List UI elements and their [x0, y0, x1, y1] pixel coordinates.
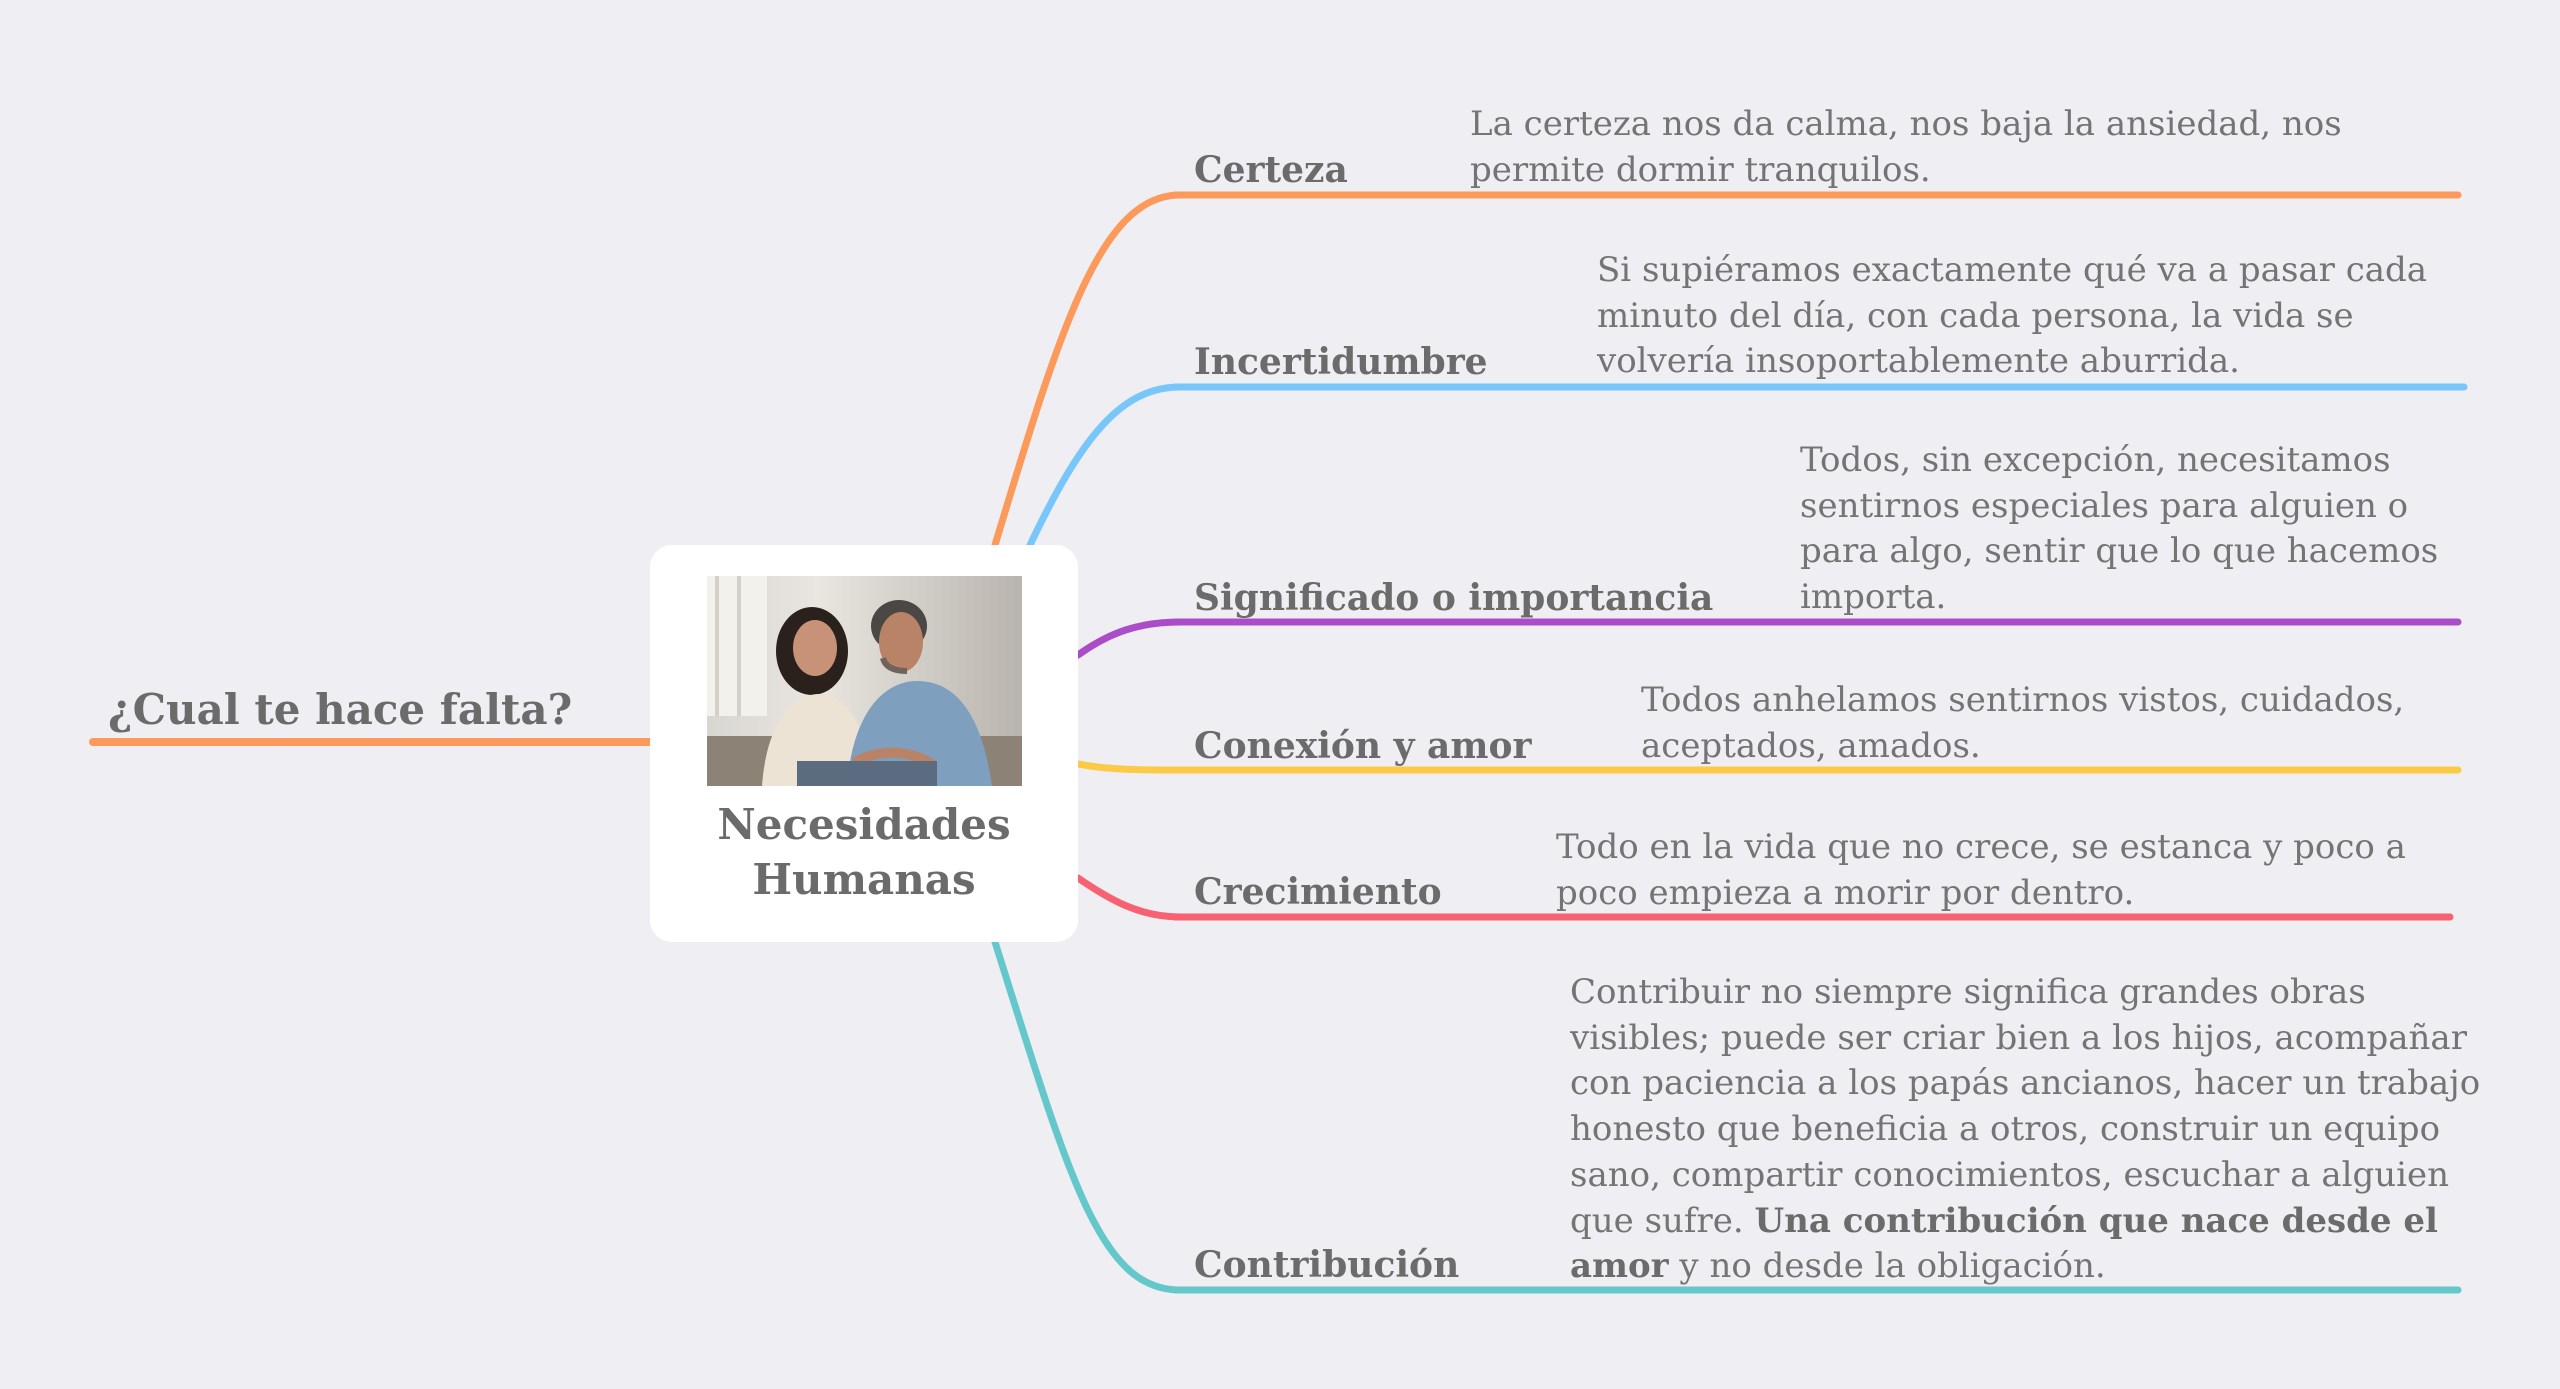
outer-topic-label[interactable]: ¿Cual te hace falta?: [108, 685, 573, 734]
description-line: Si supiéramos exactamente qué va a pasar cada: [1597, 250, 2428, 290]
description-line: sentirnos especiales para alguien o: [1800, 485, 2409, 526]
description-line: permite dormir tranquilos.: [1470, 149, 1931, 190]
branch-title-contribucion[interactable]: Contribución: [1194, 1244, 1460, 1286]
description-line: honesto que beneficia a otros, construir un equipo: [1570, 1109, 2441, 1150]
description-line: minuto del día, con cada persona, la vida se: [1597, 295, 2354, 336]
branch-connector-crecimiento: [1078, 878, 1180, 917]
description-line: [1570, 1199, 2480, 1245]
branch-title-certeza[interactable]: Certeza: [1194, 149, 1348, 191]
central-topic-title: Necesidades Humanas: [717, 800, 1011, 904]
central-topic-card[interactable]: [650, 545, 1078, 942]
branch-description-significado: [1800, 438, 2438, 621]
couple-photo: [707, 576, 1022, 786]
description-line: Todos, sin excepción, necesitamos: [1800, 440, 2391, 480]
description-line: para algo, sentir que lo que hacemos: [1800, 531, 2439, 572]
description-emphasis: Una contribución que nace desde el: [1754, 1200, 2438, 1241]
description-text: y no desde la obligación.: [1679, 1246, 2106, 1287]
branch-description-incertidumbre: [1597, 248, 2427, 385]
description-line: poco empieza a morir por dentro.: [1556, 872, 2135, 913]
description-line: aceptados, amados.: [1641, 725, 1981, 766]
description-line: Contribuir no siempre significa grandes obras: [1570, 972, 2366, 1012]
description-emphasis: amor: [1570, 1246, 1669, 1287]
branch-title-conexion[interactable]: Conexión y amor: [1194, 725, 1532, 767]
branch-title-crecimiento[interactable]: Crecimiento: [1194, 871, 1442, 913]
description-line: volvería insoportablemente aburrida.: [1597, 341, 2240, 382]
branch-description-crecimiento: [1556, 825, 2406, 916]
description-line: con paciencia a los papás ancianos, hacer un trabajo: [1570, 1063, 2481, 1104]
description-line: visibles; puede ser criar bien a los hijos, acompañar: [1570, 1017, 2467, 1058]
branch-description-certeza: [1470, 102, 2342, 193]
branch-connector-contribucion: [995, 942, 1180, 1290]
description-line: sano, compartir conocimientos, escuchar a alguien: [1570, 1154, 2450, 1195]
branch-description-contribucion: [1570, 970, 2480, 1290]
description-line: La certeza nos da calma, nos baja la ansiedad, nos: [1470, 104, 2342, 144]
branch-connector-certeza: [995, 195, 1180, 545]
branch-connector-significado: [1078, 622, 1180, 655]
description-line: [1570, 1244, 2480, 1290]
description-text: que sufre.: [1570, 1200, 1744, 1241]
description-line: Todo en la vida que no crece, se estanca y poco a: [1556, 827, 2406, 867]
description-line: Todos anhelamos sentirnos vistos, cuidados,: [1641, 680, 2405, 720]
branch-title-significado[interactable]: Significado o importancia: [1194, 577, 1714, 619]
branch-connector-incertidumbre: [1030, 387, 1180, 545]
description-line: importa.: [1800, 577, 1947, 618]
branch-title-incertidumbre[interactable]: Incertidumbre: [1194, 341, 1488, 383]
branch-connector-conexion: [1078, 764, 1180, 770]
branch-description-conexion: [1641, 678, 2404, 769]
